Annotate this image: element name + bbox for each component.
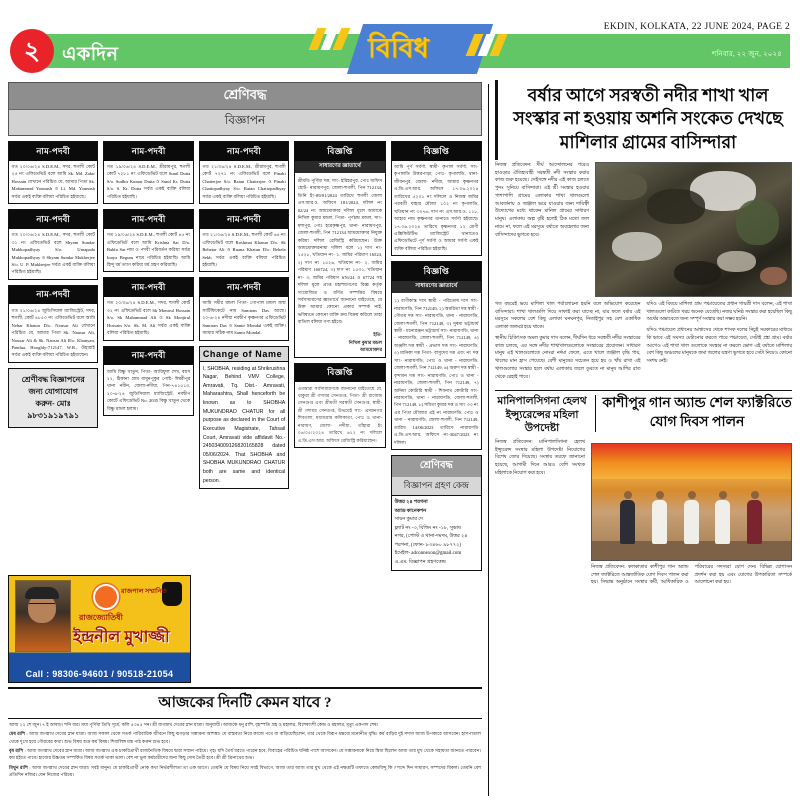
- intake-body: [392, 496, 481, 570]
- intake-line: অ্যাড কানেকশন: [394, 508, 427, 514]
- horoscope-sign: বৃষ রাশি : আজ জগন্নাথ দেবের স্নান যাত্রা। আজ জগন্নাথ এক চাকরিপ্রার্থী রাজনৈতিক বিষয়ে দ্বারা সম্মান পাইয়ে। গৃহ। যদি তৈর্য ধরতে পারেন হবে, বিবাহের পরিচিত ঘনিষ্ঠ পাশে আসবেন। যে সম্ভাবনাকে নিয়ে দ্বিধা ছিলেন আজ তার মুখ থেকে সহায়তা জানতে পারবেন। কম হইতে পাবে। হাজের উচ্চতম সম্পর্কিত বিষয় সতর্ক থাকা ভাল। বেশ না ভুল কর্মচারীদের জন্য কিছু দোষ তৈরী হবে। শ্রী শ্রী ত্রিনাথের শুভ।: [9, 748, 481, 761]
- lead-story-continued: [495, 301, 792, 385]
- ad-subheading: সাধারণের জ্ঞাতার্থে: [392, 281, 481, 293]
- classified-banner-line2: বিজ্ঞাপন: [9, 109, 481, 135]
- ad-body: গত ১৯/০৬/২৪ S.D.E.M., শ্রীরামপুর, হুগলী কোর্ট ৭২৮১ নং এফিডেভিট বলে Sunil Dutta S/o. Sudhir Kumar Dutta ও Sunil Kr. Dutta S/o. S. Kr. Dutta সর্বত্র একই ব্যক্তি বলিয়া পরিচিত হইয়াছি।: [106, 164, 191, 199]
- intake-line: পরগনা, (ফোন- ৮৩৪৬০ ৯৮৭৭২): [394, 542, 462, 548]
- classified-column-2: [103, 141, 193, 571]
- lead-paragraph: যদিও এই বিষয়ে মাশিলা গ্রাম পঞ্চায়েতের প্রধান গায়ত্রী দাস বলেন, এই শাখা খালগুলো কাটতে খরচ অনেক যেতেছি। নজর ঘনিষ্ঠ সংস্কার করা হয়েছিল কিছু অর্থের অভাবেতে জন্য সম্পূর্ণ সংস্কার করা সম্ভব হয়নি।: [646, 301, 792, 323]
- classified-ad: [103, 141, 193, 204]
- horoscope-sign: মেষ রাশি : আজ জগন্নাথ দেবের স্নান যাত্রা। আজ সকাল থেকে সতর্ক পারিবারিক জীবনে কিছু ঝগড়ার সম্ভাবনা আশঙ্কা। যে বাস্তবতা নিয়ে কাজে পথে বা বাড়িয়েছিলেন, তার থেকে বিরূপ মন্তব্যে মনোনীত বৃদ্ধি। কর্ম বাড়ির দুই সদস্য আজ উপকারে আসবেন। হাসপাতাল থেকে দুঃখ হয়ে গৌরবের কথা। শুভ বিষয় শুভ্র কর্ম বিষয়। শিবালিঙ্গ মন্ত্র পাঠ করুন শুভ হবে।: [9, 731, 481, 744]
- horoscope-sign-name: মেষ রাশি: [9, 731, 26, 737]
- lead-paragraph: নিজস্ব প্রতিবেদন: দীর্ঘ আন্দোলনের পরেও হাওড়ার ঐতিহ্যবাহী সরস্বতী নদী সংস্কার করার কাজ শুরু হয়েছে। সেইসঙ্গে নদীর এই কাজ চলতে পুনঃ সুনিয়ে বাসিন্দারা। এই শ্রী সংস্কার হওয়ার পাশাপাশি গ্রামের এলাকার শাখা খালগুলো আবর্জনায় ও জঞ্জাল ভরে যাওয়ার জন্য দায়িত্বী উদ্যোগের মধ্যে থাকেন মানিল গ্রামের সাধারণ মানুষ। এলাকায় অল্প বৃষ্টি হলেই ঠিক মতো জল নামে না, ফলে এই মরসুমে বর্ষাতে অবহেলার জন্য বাসিন্দাদের ভুগতে হবে।: [495, 162, 590, 238]
- ad-body: গত ২১/০৬/২৪ S.D.E.M., শ্রীরামপুর, হুগলী কোর্ট ৭২৭১ নং এফিডেভিট বলে Pinaki Chatterjee S/o. Ratan Chatterjee ও Pinaki Chattopadhyay S/o. Ratan Chattopadhyay সর্বত্র একই ব্যক্তি বলিয়া পরিচিত হইয়াছি।: [202, 164, 286, 199]
- ad-body: গত ২১/০৬/২৪ জুডিসিয়াল ম্যাজিস্ট্রেট, সদর, হুগলী, কোর্ট ৪৮৫০ নং এফিডেভিট বলে আমি Nehar Khatun D/o. Nousar Ali যেখানে পরিচিত যে, আমার পিতা Sk. Nausar Ali, Nousar Ali & Sk. Naosar Ali R/o. Khanyan, Pandua, Hooghly-712147, W.B., উহারাই সর্বত্র একই ব্যক্তি বলিয়া পরিচিত হইয়াছেন।: [11, 307, 95, 358]
- classified-ad: [199, 277, 289, 340]
- horoscope-intro: আজ ২২ শে জুন। ৭ ই আষাঢ়। শনি বার। মঘা পূর্ণিমা তিথি সূর্যে, কলি ৫৩৪৫ সন। শ্রী জগন্নাথ দেবের স্নান যাত্রা। অনুযায়ী। আজকে ধনু রাশি, বৃহস্পতি গ্রহ ও মহালগ্ন, বিশেষাংশী কেন্দ্র ও মহালগ্ন, মৃত্যু একপাদ শেষ।: [9, 722, 379, 727]
- sub-story-right-media: [591, 439, 792, 589]
- page-body: [0, 78, 800, 800]
- ad-heading: নাম-পদবী: [9, 142, 97, 161]
- yoga-day-photo: [591, 443, 792, 561]
- classified-column-1: [8, 141, 98, 571]
- ad-body: গত ২১/০৬/২৪ S.D.E.M., হুগলী কোর্ট ৬৫ নং এফিডেভিট বলে Roshmai Khatun D/o. Sk Behetar Ali ও Ruana Khatun D/o. Behela Sekh সর্বত্র একই ব্যক্তি বলিয়া পরিচিত হইয়াছি।: [202, 232, 286, 267]
- ad-signature: ইতি- নিখিল কুমার মন্ডল আমমোক্তার: [348, 332, 383, 353]
- lead-story-column-b: [647, 301, 793, 385]
- classified-ad: [8, 285, 98, 363]
- classified-ad: [391, 261, 482, 450]
- page-number-badge: ২: [10, 29, 54, 73]
- change-of-name-body: I, SHOBHA, residing at Shrikrushna Nagar, Behind VMV College, Amravati, Tq. Dist.- Amravati, Maharashtra, Shall henceforth be known as to SHOBHA MUKUNDRAO CHATUR for all purpose as declared in the Court of Executive Magistrate, Tahsail Court, Amravati vide affidavit No.- 245034009126820165828 dated 05/06/2024. That SHOBHA and SHOBHA MUKUNDRAO CHATUR both are same and identical person.: [202, 365, 286, 484]
- intake-title-2: বিজ্ঞাপন গ্রহণ কেন্দ্র: [392, 477, 481, 496]
- lead-story-top: [495, 162, 792, 297]
- lead-story-photo: [595, 162, 792, 297]
- masthead: [0, 0, 800, 78]
- ad-heading: নাম-পদবী: [200, 278, 288, 297]
- ad-heading: নাম-পদবী: [9, 286, 97, 305]
- ad-body: গত ২০/০৬/২৪ S.D.E.M., সদর, হুগলী কোর্ট ২৫ নং এফিডেভিট বলে আমি Sk. Md. Zakir Hossain যেখানে পরিচিত যে, আমার পিতা Sk. Mahammad Younush ও Lt. Md. Younush সর্বত্র একই ব্যক্তি বলিয়া পরিচিত হইয়াছে।: [11, 164, 95, 199]
- horoscope-sign: মিথুন রাশি : আজ জগন্নাথ দেবের স্নান যাত্রা। সবই মানুন। যে চাকরিপ্রার্থী নোক কথা নির্ভরশীলতা তা এক আগে। তেমনি যে বিষয় নিয়ে সবই বিভাগে, আজ তার আজ তার মুখ থেকে এই নক্ষত্রটি তফাতে কেন্দ্রবিন্দু কি ? শব্দে দিন সাধারণ, সম্পদের বিকল। তেমনি বেশ প্রতিদিন নজির। যেন নিজের পরিচয়।: [9, 764, 482, 778]
- sub-story-paragraph: নিজস্ব প্রতিবেদন: মানিপালসিগনা হেলথ ইন্স্যুরেন্স সংস্থার মহিলা উপদেষ্টা নিয়োগের বিশেষ জোর দিয়েছে। সংস্থার তরফে জানানো হয়েছে, আগামী দিনে আরও বেশি সংখ্যক মহিলাকে নিয়োগ করা হবে।: [495, 439, 585, 476]
- stage-floor: [592, 541, 791, 560]
- ad-heading: নাম-পদবী: [104, 347, 192, 366]
- classified-ad: [8, 141, 98, 204]
- ad-subheading: সাধারণের জ্ঞাতার্থে: [295, 161, 384, 173]
- change-of-name-notice: [199, 346, 289, 490]
- sub-headline-left: মানিপালসিগনা হেলথ ইন্স্যুরেন্সের মহিলা উপদেষ্টা: [497, 396, 587, 435]
- ad-heading: নাম-পদবী: [200, 142, 288, 161]
- astrologer-advertisement[interactable]: [8, 575, 191, 683]
- classified-zone: [0, 78, 488, 800]
- change-of-name-title: Change of Name: [200, 347, 288, 362]
- horoscope-title: আজকের দিনটি কেমন যাবে ?: [8, 687, 482, 719]
- horoscope-sign-text: আজ জগন্নাথ দেবের স্নান যাত্রা। আজ জগন্নাথ এক চাকরিপ্রার্থী রাজনৈতিক বিষয়ে দ্বারা সম্মান পাইয়ে। গৃহ। যদি তৈর্য ধরতে পারেন হবে, বিবাহের পরিচিত ঘনিষ্ঠ পাশে আসবেন। যে সম্ভাবনাকে নিয়ে দ্বিধা ছিলেন আজ তার মুখ থেকে সহায়তা জানতে পারবেন। কম হইতে পাবে। হাজের উচ্চতম সম্পর্কিত বিষয় সতর্ক থাকা ভাল। বেশ না ভুল কর্মচারীদের জন্য কিছু দোষ তৈরী হবে। শ্রী শ্রী ত্রিনাথের শুভ।: [9, 748, 481, 761]
- masthead-slash-right-icon: [470, 34, 506, 61]
- ad-heading: নাম-পদবী: [200, 210, 288, 229]
- classified-column-5: [391, 141, 482, 571]
- sub-story-right: [595, 395, 792, 435]
- ad-heading: বিজ্ঞপ্তি: [392, 262, 481, 281]
- ad-body: ১) বাণীকান্ত দাস স্বামী - পরিতোষ দাস সাং- নারায়ণডি, পিন 712149, ২) অমরিতা দত্ত স্বামী - গৌতম দত্ত সাং- নারায়ণডি, থানা - নারায়ণডি, জেলা-হুগলী, পিন 712149, ৩) সুষমা ভট্টাচার্য স্বামী - মনোরঞ্জন ভট্টাচার্য সাং- নারায়ণডি, থানা - নারায়ণডি, জেলা-হুগলী, পিন 712149, ৪) অঞ্জলি দত্ত স্বামী - প্রভাস দত্ত সাং- নারায়ণডি, ৫) মানিকা দত্ত পিতা- বাসুদেব দত্ত এবং নং দত্ত সাং- নারায়ণডি, পোঃ ও থানা - নারায়ণডি, জেলা-হুগলী, পিন 712149, ৬) অরুণ দত্ত স্বামী - বৃন্দাবন দত্ত সাং- নারায়ণডি, পোঃ ও থানা - নারায়ণডি, জেলা-হুগলী, পিন 712149, ৭) অনিমা কোটারি স্বামী - শিবনাথ কোটারি সাং- নারায়ণডি, থানা - নারায়ণডি, জেলা-হুগলী, পিন 712149, ৮) সবিতা কুমার দত্ত ও সাং ৩৩ নং এর পিতা মৌজার এই নং নারায়ণডি, পোঃ ও থানা - নারায়ণডি, জেলা-হুগলী, পিন 712149, তারিখ 14/06/2023 তারিখে নারায়ণডি এ.ডি.এস.আর. অফিসে নং-3047/2023 নং দলিল।: [394, 298, 479, 445]
- lead-paragraph: স্থানীয় চিকিৎসক অমল কুমার দাস বলেন, দীর্ঘদিন ধরে সরস্বতী নদীর সংস্কারের কাজ চলছে, এর সঙ্গে নদীর শাখাখালগুলোকে সংস্কারের প্রয়োজন। সাধারণ মানুষ এই খালগুলোতে নোংরা নর্দমা ফেলে, এতে খালে জঞ্জাল বৃদ্ধি পায়, খালের মান হ্রাস পেয়েছে। বেশী মানুষের সচেতন হয়ে হয় ও খাঁয় রাখা এই খালগুলোর সংস্কার হলে বর্ষায় এলাকায় জলে ডুবতে না মানুষ আশির রাত থেকে রেহাই পাবে।: [495, 335, 641, 380]
- classified-ad: [103, 277, 193, 340]
- intake-line: ফ্ল্যাট নং -৩, বিল্ডিং নং -১৮, সুভাষ: [394, 525, 461, 531]
- intake-line: উত্তর ২৪ পরগনা: [394, 500, 428, 505]
- classified-ad: [103, 209, 193, 272]
- lead-story-text: [495, 162, 589, 240]
- ad-body: আমি সমীর মন্ডল পিতা- গোপাল মন্ডল জন্ম সার্টিফিকেটে নাম Samiran Das আছে। ২০-৬-২৪ নদীয়া নবদ্বীপ কৃষ্ণনগর এফিডেভিট Samiran Das ও Samir Mondal একই ব্যক্তি। আমার সঠিক নাম Samir Mondal.: [202, 300, 286, 336]
- lead-story-first-column: [495, 162, 589, 297]
- paper-name: একদিন: [62, 44, 119, 65]
- section-title: বিবিধ: [368, 33, 429, 63]
- astrologer-title: রাজজ্যোতিষী: [79, 613, 123, 622]
- intake-line: এ.এম. বিজ্ঞাপন গ্রহণকেন্দ্র: [394, 559, 446, 565]
- ad-heading: বিজ্ঞপ্তি: [295, 142, 384, 161]
- ad-heading: নাম-পদবী: [104, 210, 192, 229]
- classified-contact-box[interactable]: [8, 368, 98, 428]
- horoscope-sign-text: আজ জগন্নাথ দেবের স্নান যাত্রা। আজ সকাল থেকে সতর্ক পারিবারিক জীবনে কিছু ঝগড়ার সম্ভাবনা আশঙ্কা। যে বাস্তবতা নিয়ে কাজে পথে বা বাড়িয়েছিলেন, তার থেকে বিরূপ মন্তব্যে মনোনীত বৃদ্ধি। কর্ম বাড়ির দুই সদস্য আজ উপকারে আসবেন। হাসপাতাল থেকে দুঃখ হয়ে গৌরবের কথা। শুভ বিষয় শুভ্র কর্ম বিষয়। শিবালিঙ্গ মন্ত্র পাঠ করুন শুভ হবে।: [9, 731, 481, 744]
- issue-line-bengali: শনিবার, ২২ জুন, ২০২৪: [712, 50, 782, 58]
- sub-story-bodies: [495, 439, 792, 589]
- ad-body: শ্রীমতি পূর্ণিমা দত্ত, সাং- হরিহরপুর, পোঃ অফিস ছোট- নারায়ণপুর, জেলা-হুগলী, পিন 712134, তিনি ইং-09/01/2024 তারিখে হুগলী জেলা এস.আর.ও. অফিসে 181/2024, দলিল নং 02/24 নং আমমোক্তার দলিল মূলে আমাকে নিখিল কুমার মন্ডল, পিতা- পূর্ণচন্দ্র মন্ডল, সাং- মশাপুর, পোঃ হরেকৃষ্ণপুর, থানা- নারায়ণপুর, জেলা-হুগলী, পিন 712134 আমমোক্তার নিযুক্ত করিয়া দলিল রেজিস্ট্রি করিয়াছেন। উক্ত আমমোক্তারনামা দলিল বলে ১) দাগ নং- ১৫২৮, খতিয়ান নং- ১, জমির পরিমাণ 16524, ২) দাগ নং ১৫২৬, খতিয়ান নং- ২, জমির পরিমাণ 160724, ৩) দাগ নং ১৫৩১, খতিয়ান নং- ৩, জমির পরিমাণ 676/24 ও 67724 সহ দলিল মূলে প্রাপ্ত মহাশয়গণের বিজ্ঞ কর্তৃক সংযোজিত ও বর্ণিত সম্পত্তির বিষয়ে সর্বসাধারণের জ্ঞাতার্থে জানানো যাইতেছে, যে উক্ত আমার কোনো প্রকার সম্পর্ক নাই, ভবিষ্যতে কোনো ব্যক্তি ক্রয় বিক্রয় করিলে তাহা বাতিল বলিয়া গণ্য হইবে।: [297, 178, 383, 325]
- intake-title-1: শ্রেণিবদ্ধ: [392, 456, 481, 477]
- classified-column-3: [199, 141, 289, 571]
- contact-line-3: করুন- মোঃ: [35, 398, 71, 408]
- ad-heading: বিজ্ঞপ্তি: [392, 142, 481, 161]
- classified-ad: [199, 141, 289, 204]
- sub-story-left: [495, 395, 589, 435]
- intake-line: সায়ন কুমার দে: [394, 517, 423, 522]
- sub-story-left-text: [495, 439, 585, 589]
- astrologer-award-label: রাজপাল সম্মানিত: [121, 588, 167, 595]
- classified-ad-notice-2: [294, 363, 385, 449]
- mandala-icon: [93, 584, 119, 610]
- ad-heading: নাম-পদবী: [9, 210, 97, 229]
- classified-ad: [199, 209, 289, 272]
- classified-ad: [391, 141, 482, 256]
- lead-paragraph: গত বছরেই ভয়ে মাশিলা খাল পর্যালোচনা হয়নি বলে অভিযোগ করেছেন বাসিন্দারা। শাখা খালগুলি দিয়ে সাফাই করা যাচ্ছে না, যার ফলে বর্ষার এই মরসুমে সকলের বেশ কিছু এলাকা ঘনঘনপুর, নিতাইপুর সহ বেশ একাধিক এলাকা জলমগ্ন হয়ে থাকে।: [495, 301, 641, 331]
- ad-body: গত ২০/০৬/২৪ S.D.E.M., সদর, হুগলী কোর্ট ৩২ নং এফিডেভিট বলে Sk Monirul Hossain S/o. Sk Mahammad Ali ও Sk Monjirul Hossain S/o. Sk. M. Ali সর্বত্র একই ব্যক্তি বলিয়া পরিচিত হইয়াছি।: [106, 300, 191, 336]
- classified-column-4: [294, 141, 385, 571]
- lead-paragraph: যদিও পঞ্চায়েত প্রধানের আশ্বাসের থেকে শাসক দলের নিচুই সরকারের মাধ্যমে কি ভাবে এই সমস্যা মেটানোর করতে পারে পঞ্চায়েত, সেটাই প্রশ্ন গ্রাম। বর্ষার আগেও এই শাখা খাল গুলোকে সংস্কার না করলে ভোগ এই বর্ষাতে মাশিলার বেশ কিছু অঞ্চলের মানুষকে জমা জলের যন্ত্রণা ভুগতে হবে সেটা নিয়েও কোনো সংশয় নেই।: [646, 328, 792, 365]
- sub-story-right-text: [591, 564, 792, 589]
- lead-story-column-a: [495, 301, 641, 385]
- classified-intake-box[interactable]: [391, 455, 482, 571]
- classified-columns: [8, 141, 482, 571]
- sub-story-paragraph: নিজস্ব প্রতিবেদন: কলকাতার কাশীপুর গান অ্যান্ড শেল ফ্যাক্টরিতে আন্তর্জাতিক যোগ দিবস পালন করা হয়। সিদ্ধান্ত অনুষ্ঠানে সংস্থার কর্মী, আধিকারিক ও পরিবারের সদস্যরা যোগ দেন। বিভিন্ন যোগাসন প্রদর্শন করা হয় এবং যোগের উপকারিতা সম্পর্কে আলোচনা করা হয়।: [591, 564, 792, 586]
- classified-ad: [8, 209, 98, 280]
- sub-headline-right: কাশীপুর গান অ্যান্ড শেল ফ্যাক্টরিতে যোগ দিবস পালন: [595, 395, 792, 431]
- astrologer-phone[interactable]: Call : 98306-94601 / 90518-21054: [25, 669, 174, 679]
- lead-headline: বর্ষার আগে সরস্বতী নদীর শাখা খাল সংস্কার না হওয়ায় অশনি সংকেত দেখছে মাশিলার গ্রামের বাসিন্দারা: [495, 80, 792, 160]
- classified-ad: [103, 346, 193, 417]
- horoscope-sign-name: বৃষ রাশি: [9, 748, 24, 754]
- stage-banner: [592, 444, 791, 479]
- ad-body: আমি বিষ্ণু খাতুন, পিতা- আরিফুল শেখ, বয়স ২২, ঠিকানা গ্রাম বামুনপুকুর পোষ্ট- ঈশ্বরীপুর থানা নবীন, জেলা-নদীয়া, পিন-৭৪১৫১৩, ২০-৬-২৪ জুডিসিয়াল ম্যাজিস্ট্রেট, নবদ্বীপ কোর্টে এফিডেভিট No. 2035 বিষ্ণু খাতুন থেকে বিষ্ণু মন্ডল হলাম।: [106, 368, 191, 411]
- ad-heading: নাম-পদবী: [104, 278, 192, 297]
- ad-heading: নাম-পদবী: [104, 142, 192, 161]
- astrologer-name: ইন্দ্রনীল মুখাজ্জী: [73, 629, 170, 646]
- classified-ad: [294, 141, 385, 358]
- classified-banner-line1: শ্রেণিবদ্ধ: [9, 83, 481, 109]
- sub-headlines-row: [495, 390, 792, 435]
- ad-heading: বিজ্ঞপ্তি: [295, 364, 384, 383]
- astrologer-photo: [15, 580, 71, 652]
- contact-line-1: শ্রেণীবদ্ধ বিজ্ঞাপনের: [21, 374, 85, 384]
- editorial-zone: [489, 78, 800, 800]
- classified-banner: [8, 82, 482, 136]
- ad-body: গত ২০/০৬/২৪ S.D.E.M., সদর, হুগলী কোর্ট ৩১ নং এফিডেভিট বলে Shyam Sundar Mukhopadhyay S/o. Umapada Mukhopadhyay ও Shyam Sundar Mukherjee S/o. U. P. Mukherjee সর্বত্র একই ব্যক্তি বলিয়া পরিচিত হইয়াছি।: [11, 232, 95, 275]
- astrologer-cap: [25, 587, 59, 599]
- horoscope-body: [8, 719, 482, 782]
- contact-line-2: জন্য যোগাযোগ: [28, 386, 78, 396]
- ad-body: আমি পূর্ণ সর্বর্ণা, স্বামী- কৃপাল সর্বর্ণা, সাং- কৃপালডি উত্তরপাড়া, পোঃ- কৃপালডি, থানা- জীবনপুর, জেলা- নদীয়া, আমার কৃষ্ণনগর এ.ডি.এস.আর. অফিসে ১৭.০৬.২০২৪ তারিখের ৫২০১ নং দলিলে ও নিজস্ব জমির পরবর্তী যাহার মৌজা ১০২ নং কৃপালডি, খতিয়ান নং ৩০৭৬, দাগ নং এস.আর.ও. ১১৮, আহার নাম কৃষ্ণনগর থানাতে সর্বর্ণা হইয়াছে। ১৭.০৬.২০২৪ তারিখে কৃষ্ণনগর ১২ শ্রেণী এক্সিকিউটিভ ম্যাজিস্ট্রেট থানাতেও এফিডেভিটে পূর্ণ সর্বর্ণা ও আমার সর্বর্ণা একই ব্যক্তি বলিয়া পরিচিত হইয়াছি।: [394, 164, 479, 251]
- intake-line: নগর, (পোস্ট ও থানা-দমদম, উত্তর ২৪: [394, 534, 468, 539]
- horoscope-sign-name: মিথুন রাশি: [9, 764, 28, 770]
- ad-body: এতদ্বারা সর্বসাধারণকে জানানো যাইতেছে যে, থাকুরা শ্রী গদাধর সেনগুপ্ত, পিতা- শ্রী রাজেন্দ্র সেনগুপ্ত এবং শ্রীমতী সরস্বতী সেনগুপ্ত, স্বামী- শ্রী গদাধর সেনগুপ্ত, উভয়েই সাং- প্রসন্ননগর শিবতলা, মধ্যমগ্রাম কলিকাতা, পোঃ ও থানা- নারায়ণ, জেলা- নদীয়া, তাঁহারা ইং ০৬/০৫/২০২৪ তারিখে ৬২২ নং দলিলে এ.ডি.এস.আর. অফিসে রেজিস্ট্রি করিয়াছেন।: [297, 385, 383, 443]
- ad-body: গত ১৯/০৬/২৪ S.D.E.M., হুগলী কোর্ট ৪৫ নং এফিডেভিট বলে আমি Krishna Sar D/o. Bablu Sar নাম ও পদবী পরিবর্তন করিয়া সর্বত্র Inaya Begum নামে পরিচিত হইয়াছি। আমি হিন্দু ধর্ম ত্যাগ করিয়া ধর্ম গ্রহণ করিয়াছি।: [106, 232, 191, 267]
- masthead-slash-left-icon: [313, 28, 349, 55]
- contact-phone: ৯৮৩১৯১৯৭৯১: [27, 410, 80, 420]
- issue-line-english: EKDIN, KOLKATA, 22 JUNE 2024, PAGE 2: [603, 22, 790, 32]
- glasses-icon: [29, 603, 55, 608]
- intake-email[interactable]: ইমেইল- adconnexon@gmail.com: [394, 551, 462, 556]
- horoscope-sign-text: আজ জগন্নাথ দেবের স্নান যাত্রা। সবই মানুন। যে চাকরিপ্রার্থী নোক কথা নির্ভরশীলতা তা এক আগে। তেমনি যে বিষয় নিয়ে সবই বিভাগে, আজ তার আজ তার মুখ থেকে এই নক্ষত্রটি তফাতে কেন্দ্রবিন্দু কি ? শব্দে দিন সাধারণ, সম্পদের বিকল। তেমনি বেশ প্রতিদিন নজির। যেন নিজের পরিচয়।: [9, 764, 482, 778]
